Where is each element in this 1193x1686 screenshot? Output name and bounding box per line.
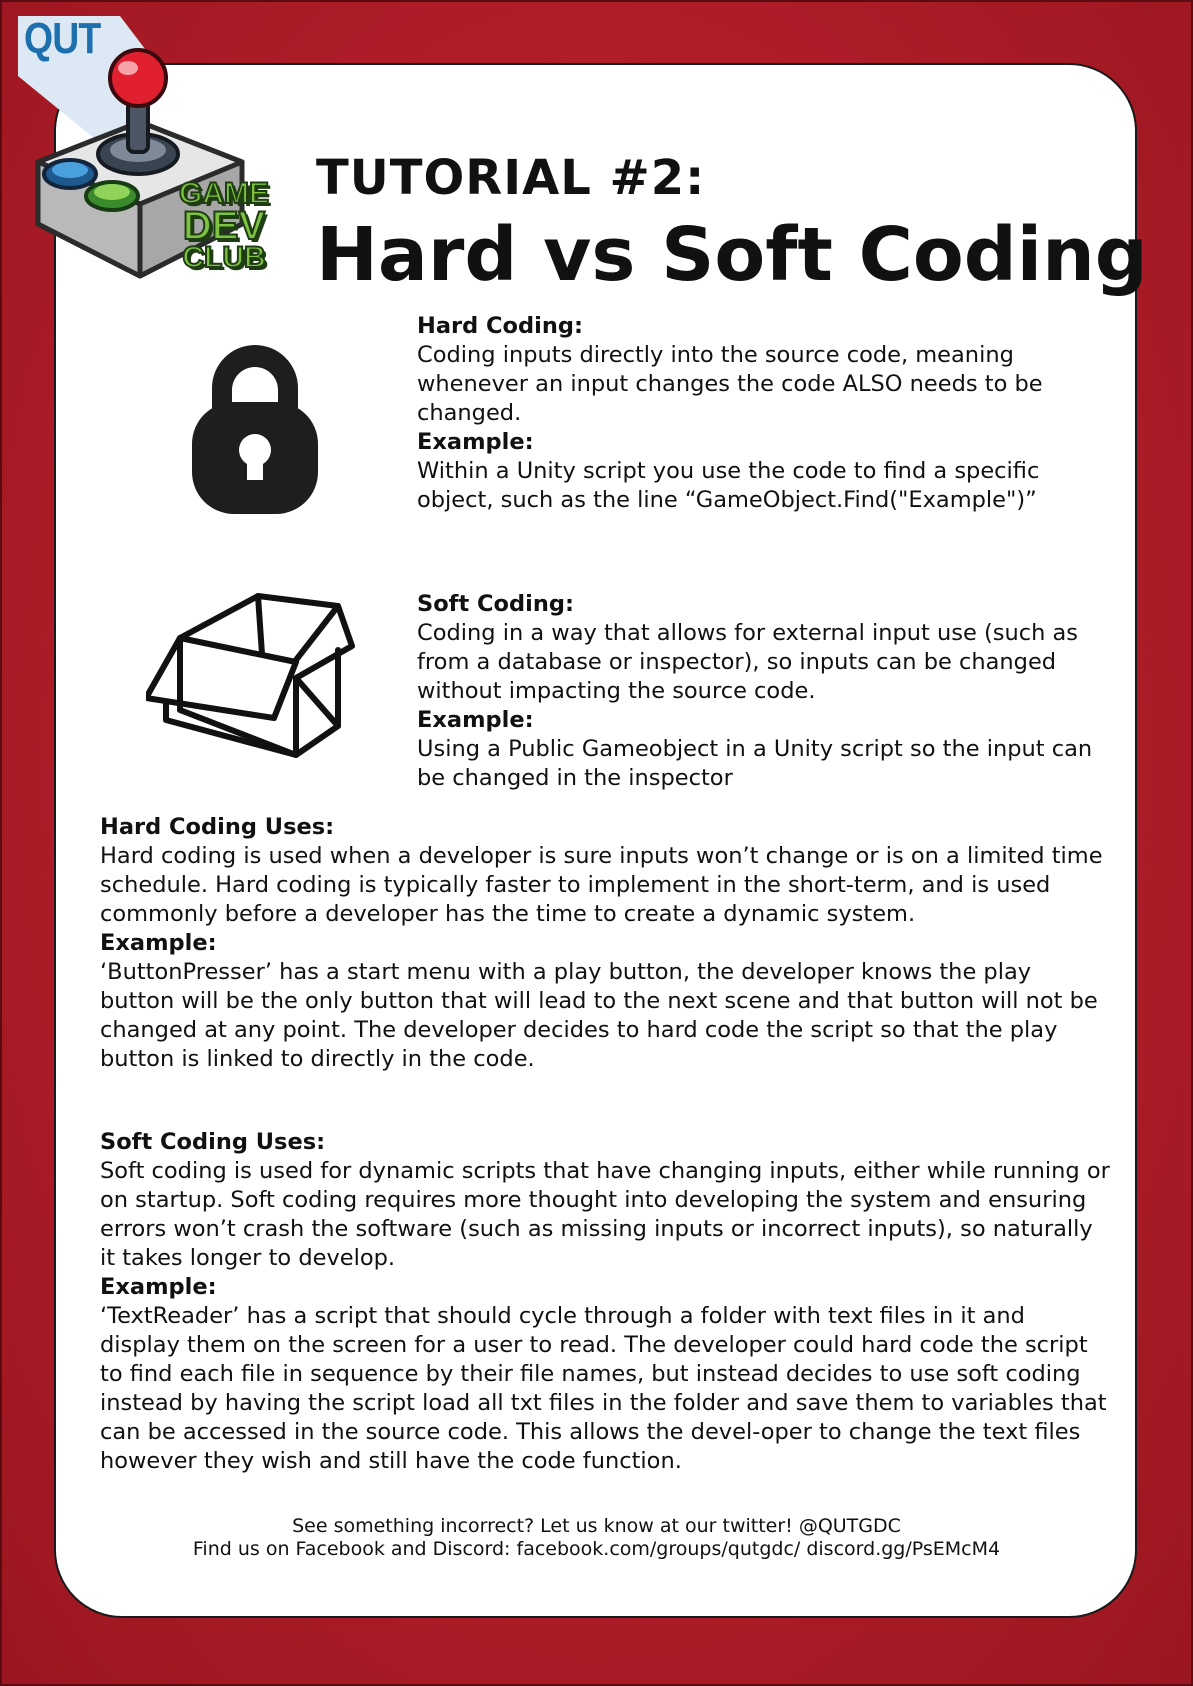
soft-coding-section [417,590,1117,793]
hard-uses-heading: Hard Coding Uses: [100,814,335,840]
soft-coding-definition: Coding in a way that allows for external input use (such as from a database or inspector), so inputs can be changed without impacting the source code. [417,620,1079,704]
hard-coding-heading: Hard Coding: [417,313,583,339]
club-word-game: GAME [179,177,269,210]
hard-uses-example: ‘ButtonPresser’ has a start menu with a play button, the developer knows the play button will be the only button that will lead to the next scene and that button will not be changed at any point. The developer decides to hard code the script so that the play button is linked to directly in the code. [100,959,1098,1072]
hard-uses-example-heading: Example: [100,930,217,956]
hard-uses-text: Hard coding is used when a developer is sure inputs won’t change or is on a limited time schedule. Hard coding is typically faster to implement in the short-term, and is used commonly before a developer has the time to create a dynamic system. [100,843,1103,927]
hard-coding-section [417,312,1117,515]
soft-uses-example: ‘TextReader’ has a script that should cycle through a folder with text files in it and display them on the screen for a user to read. The developer could hard code the script to find each file in sequence by their file names, but instead decides to use soft coding instead by having the script load all txt files in the folder and save them to variables that can be accessed in the source code. This allows the devel-oper to change the text files however they wish and still have the code function. [100,1303,1107,1474]
hard-coding-definition: Coding inputs directly into the source code, meaning whenever an input changes the code ALSO needs to be changed. [417,342,1043,426]
hard-coding-example: Within a Unity script you use the code to find a specific object, such as the line “GameObject.Find("Example")” [417,458,1040,513]
hard-coding-example-heading: Example: [417,429,534,455]
page-title: Hard vs Soft Coding [316,212,1148,298]
footer [100,1515,1093,1561]
soft-coding-example-heading: Example: [417,707,534,733]
club-word-dev: DEV [182,203,266,248]
qut-label: QUT [24,14,101,63]
game-dev-club-wordmark [168,177,280,275]
footer-twitter-line: See something incorrect? Let us know at our twitter! @QUTGDC [292,1515,901,1537]
tutorial-number: TUTORIAL #2: [316,150,706,206]
hard-coding-uses-section [100,813,1110,1074]
soft-uses-heading: Soft Coding Uses: [100,1129,326,1155]
lock-icon [190,330,320,515]
soft-coding-uses-section [100,1128,1110,1476]
soft-coding-heading: Soft Coding: [417,591,574,617]
soft-coding-example: Using a Public Gameobject in a Unity script so the input can be changed in the inspector [417,736,1093,791]
open-box-icon [146,590,366,760]
footer-social-line: Find us on Facebook and Discord: facebook.com/groups/qutgdc/ discord.gg/PsEMcM4 [192,1538,1001,1560]
club-word-club: CLUB [182,241,266,275]
soft-uses-text: Soft coding is used for dynamic scripts that have changing inputs, either while running or on startup. Soft coding requires more thought into developing the system and ensuring errors won’t crash the software (such as missing inputs or incorrect inputs), so naturally it takes longer to develop. [100,1158,1110,1271]
soft-uses-example-heading: Example: [100,1274,217,1300]
